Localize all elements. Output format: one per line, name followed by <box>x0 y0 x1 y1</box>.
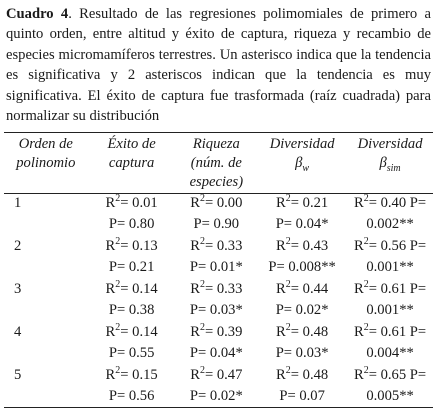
cell-capture-p-value: P= 0.55 <box>108 344 155 361</box>
cell-diversity-sim-superscript: 2 <box>363 322 369 334</box>
cell-diversity-sim-r2-line <box>347 280 433 301</box>
cell-diversity-w-p-value: P= 0.02* <box>275 301 329 318</box>
cell-capture-r2-value: = 0.01 <box>120 195 158 212</box>
cell-diversity-sim-p-value: 0.001** <box>366 301 414 318</box>
cell-richness-superscript: 2 <box>199 365 205 377</box>
cell-diversity-sim-superscript: 2 <box>363 365 369 377</box>
table-row <box>4 323 433 366</box>
cell-diversity-w-r2-line <box>257 323 347 344</box>
cell-capture-p-line <box>88 215 176 234</box>
cell-diversity-w-p-line <box>257 258 347 277</box>
cell-capture-p-line <box>88 344 176 363</box>
cell-richness <box>176 280 258 323</box>
cell-diversity-w-p-line <box>257 344 347 363</box>
cell-capture-r2-line <box>88 366 176 387</box>
cell-capture-r2-line <box>88 237 176 258</box>
header-capture: Éxito de captura <box>107 136 156 172</box>
cell-diversity-sim-p-line <box>347 215 433 234</box>
header-diversity-sim-label: Diversidad <box>357 136 423 153</box>
cell-diversity-sim-p-value: 0.004** <box>366 344 414 361</box>
cell-diversity-sim-p-line <box>347 387 433 406</box>
cell-diversity-sim-r-symbol: R <box>354 281 364 298</box>
cell-capture-p-line <box>88 387 176 406</box>
cell-diversity-sim-superscript: 2 <box>363 279 369 291</box>
cell-diversity-sim-superscript: 2 <box>363 236 369 248</box>
table-caption <box>4 4 433 126</box>
cell-diversity-sim-r2-value: = 0.65 P= <box>368 367 427 384</box>
cell-diversity-w-p-value: P= 0.07 <box>279 387 325 404</box>
order-value: 1 <box>14 195 22 212</box>
cell-richness-p-line <box>176 215 258 234</box>
cell-capture-r-symbol: R <box>105 367 116 384</box>
cell-diversity-sim-superscript: 2 <box>363 193 369 205</box>
table-row <box>4 366 433 407</box>
cell-diversity-sim-p-line <box>347 344 433 363</box>
cell-diversity-w-superscript: 2 <box>285 279 291 291</box>
cell-diversity-w-r-symbol: R <box>276 281 286 298</box>
cell-richness-p-value: P= 0.01* <box>189 258 243 275</box>
cell-richness-r-symbol: R <box>190 324 200 341</box>
cell-richness-r-symbol: R <box>190 367 200 384</box>
header-diversity-w-label: Diversidad <box>269 136 335 153</box>
cell-diversity-w-superscript: 2 <box>285 365 291 377</box>
cell-richness-r2-value: = 0.39 <box>204 324 243 341</box>
cell-order <box>4 366 88 407</box>
cell-order <box>4 280 88 323</box>
cell-diversity-sim-p-value: 0.002** <box>366 215 414 232</box>
header-diversity-w-symbol: β <box>295 155 303 172</box>
cell-diversity-sim-r-symbol: R <box>354 367 364 384</box>
cell-diversity-w-p-line <box>257 215 347 234</box>
header-diversity-sim-symbol: β <box>379 155 387 172</box>
cell-capture-r-symbol: R <box>105 238 116 255</box>
regression-table <box>4 133 433 407</box>
cell-capture <box>88 237 176 280</box>
cell-richness-p-value: P= 0.90 <box>193 215 240 232</box>
cell-richness-r2-line <box>176 280 258 301</box>
cell-diversity-w-r-symbol: R <box>276 238 286 255</box>
cell-capture-r2-line <box>88 194 176 215</box>
cell-diversity-w-r2-line <box>257 280 347 301</box>
cell-diversity-w <box>257 366 347 407</box>
cell-diversity-w-r2-value: = 0.48 <box>290 324 329 341</box>
cell-diversity-w-r-symbol: R <box>276 324 286 341</box>
cell-capture-r-symbol: R <box>105 324 116 341</box>
cell-capture-r2-line <box>88 323 176 344</box>
cell-diversity-w-r2-line <box>257 194 347 215</box>
header-richness: Riqueza (núm. de especies) <box>189 136 244 191</box>
cell-diversity-w-superscript: 2 <box>285 193 291 205</box>
header-order: Orden de polinomio <box>16 136 76 172</box>
cell-capture <box>88 280 176 323</box>
cell-richness-r-symbol: R <box>190 195 200 212</box>
header-diversity-w <box>257 133 347 193</box>
cell-richness-superscript: 2 <box>199 193 205 205</box>
cell-capture-superscript: 2 <box>115 279 121 291</box>
cell-capture-p-line <box>88 301 176 320</box>
header-diversity-sim <box>347 133 433 193</box>
cell-capture-r2-value: = 0.14 <box>120 281 158 298</box>
cell-capture-superscript: 2 <box>115 236 121 248</box>
cell-capture-p-value: P= 0.38 <box>108 301 155 318</box>
caption-label: Cuadro 4 <box>6 6 69 22</box>
cell-capture-superscript: 2 <box>115 365 121 377</box>
cell-richness-p-value: P= 0.04* <box>189 344 243 361</box>
cell-capture-r2-value: = 0.13 <box>120 238 158 255</box>
cell-diversity-sim-r2-line <box>347 237 433 258</box>
cell-capture-p-value: P= 0.80 <box>108 215 155 232</box>
cell-diversity-w <box>257 194 347 237</box>
cell-richness <box>176 237 258 280</box>
cell-richness-r2-line <box>176 366 258 387</box>
cell-richness-r2-value: = 0.00 <box>204 195 243 212</box>
cell-richness <box>176 366 258 407</box>
cell-capture <box>88 323 176 366</box>
cell-diversity-sim-r-symbol: R <box>354 324 364 341</box>
cell-diversity-w-r2-value: = 0.43 <box>290 238 329 255</box>
cell-order <box>4 237 88 280</box>
cell-diversity-w-r2-line <box>257 366 347 387</box>
cell-diversity-sim-p-line <box>347 258 433 277</box>
cell-richness-r-symbol: R <box>190 238 200 255</box>
cell-richness-r2-line <box>176 323 258 344</box>
cell-diversity-sim-r2-value: = 0.61 P= <box>368 324 427 341</box>
caption-text: . Resultado de las regresiones polimomiales de primero a quinto orden, entre altitud y éxito de captura, riqueza y recambio de especies micromamíferos terrestres. Un asterisco indica que la tendencia es significativa y 2 asteriscos indican que la tendencia es muy significativa. El éxito de captura fue trasformada (raíz cuadrada) para normalizar su distribución <box>6 6 431 125</box>
cell-diversity-w-r2-value: = 0.44 <box>290 281 329 298</box>
cell-order <box>4 194 88 237</box>
cell-diversity-w-r-symbol: R <box>276 367 286 384</box>
cell-diversity-sim-r2-value: = 0.61 P= <box>368 281 427 298</box>
cell-richness-superscript: 2 <box>199 236 205 248</box>
cell-diversity-w <box>257 323 347 366</box>
table-bottom-rule <box>4 407 433 408</box>
cell-diversity-sim-r2-line <box>347 323 433 344</box>
cell-capture-superscript: 2 <box>115 322 121 334</box>
cell-richness-r2-value: = 0.33 <box>204 238 243 255</box>
cell-diversity-w-p-line <box>257 387 347 406</box>
cell-diversity-w-r-symbol: R <box>276 195 286 212</box>
cell-diversity-sim-r-symbol: R <box>354 238 364 255</box>
cell-diversity-sim <box>347 194 433 237</box>
cell-richness-p-line <box>176 258 258 277</box>
cell-richness-superscript: 2 <box>199 322 205 334</box>
cell-richness-r2-value: = 0.47 <box>204 367 243 384</box>
cell-capture-r-symbol: R <box>105 281 116 298</box>
cell-diversity-sim-r-symbol: R <box>354 195 364 212</box>
cell-diversity-w-p-line <box>257 301 347 320</box>
cell-diversity-w-p-value: P= 0.03* <box>275 344 329 361</box>
cell-richness-p-value: P= 0.02* <box>189 387 243 404</box>
cell-diversity-w-r2-value: = 0.21 <box>290 195 329 212</box>
cell-diversity-sim <box>347 280 433 323</box>
cell-diversity-w <box>257 237 347 280</box>
cell-richness-p-line <box>176 301 258 320</box>
cell-capture <box>88 366 176 407</box>
cell-diversity-sim-p-value: 0.001** <box>366 258 414 275</box>
cell-capture-p-line <box>88 258 176 277</box>
table-row <box>4 237 433 280</box>
cell-richness-p-line <box>176 387 258 406</box>
cell-diversity-sim-r2-line <box>347 194 433 215</box>
cell-diversity-sim-p-value: 0.005** <box>366 387 414 404</box>
cell-order <box>4 323 88 366</box>
order-value: 4 <box>14 324 22 341</box>
cell-richness-r2-value: = 0.33 <box>204 281 243 298</box>
cell-richness-r2-line <box>176 237 258 258</box>
table-body <box>4 193 433 407</box>
cell-diversity-w-r2-value: = 0.48 <box>290 367 329 384</box>
cell-richness-superscript: 2 <box>199 279 205 291</box>
table-header <box>4 133 433 193</box>
order-value: 2 <box>14 238 22 255</box>
cell-capture-r-symbol: R <box>105 195 116 212</box>
cell-diversity-w-superscript: 2 <box>285 236 291 248</box>
cell-capture-r2-value: = 0.14 <box>120 324 158 341</box>
order-value: 3 <box>14 281 22 298</box>
cell-capture-r2-value: = 0.15 <box>120 367 158 384</box>
cell-capture-p-value: P= 0.21 <box>108 258 155 275</box>
cell-richness-p-line <box>176 344 258 363</box>
header-diversity-sim-sub: sim <box>386 163 401 175</box>
table-row <box>4 280 433 323</box>
cell-diversity-sim <box>347 237 433 280</box>
cell-diversity-sim-r2-value: = 0.56 P= <box>368 238 427 255</box>
cell-diversity-sim-r2-line <box>347 366 433 387</box>
cell-diversity-sim <box>347 366 433 407</box>
cell-richness-p-value: P= 0.03* <box>189 301 243 318</box>
table-row <box>4 194 433 237</box>
cell-capture <box>88 194 176 237</box>
cell-diversity-w-p-value: P= 0.04* <box>275 215 329 232</box>
cell-diversity-sim-p-line <box>347 301 433 320</box>
order-value: 5 <box>14 367 22 384</box>
cell-capture-p-value: P= 0.56 <box>108 387 155 404</box>
cell-diversity-w-p-value: P= 0.008** <box>268 258 336 275</box>
header-diversity-w-sub: w <box>302 163 310 175</box>
cell-richness <box>176 323 258 366</box>
cell-diversity-sim <box>347 323 433 366</box>
cell-capture-r2-line <box>88 280 176 301</box>
cell-diversity-sim-r2-value: = 0.40 P= <box>368 195 427 212</box>
cell-diversity-w-r2-line <box>257 237 347 258</box>
cell-richness <box>176 194 258 237</box>
cell-capture-superscript: 2 <box>115 193 121 205</box>
cell-diversity-w-superscript: 2 <box>285 322 291 334</box>
cell-richness-r2-line <box>176 194 258 215</box>
cell-richness-r-symbol: R <box>190 281 200 298</box>
cell-diversity-w <box>257 280 347 323</box>
